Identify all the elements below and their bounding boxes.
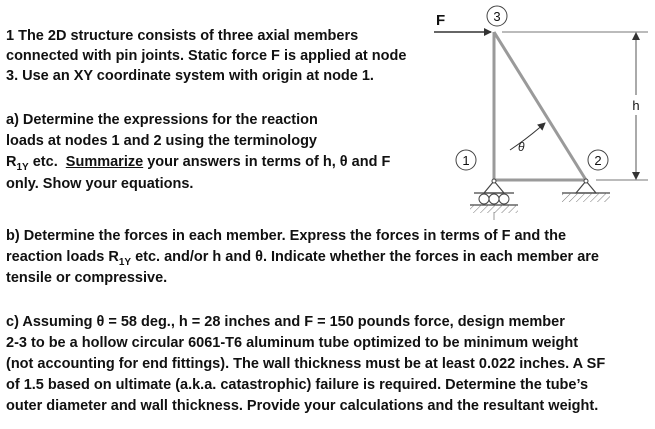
part-a-etc: etc. xyxy=(28,154,66,170)
summarize-word: Summarize xyxy=(65,154,144,170)
height-arrow-bottom xyxy=(632,172,640,180)
angle-arc xyxy=(510,123,545,150)
reaction-symbol: R xyxy=(6,154,17,170)
member-2-3 xyxy=(494,32,586,180)
pin-1 xyxy=(492,179,496,183)
node-2-label: 2 xyxy=(594,153,602,168)
roller-1c xyxy=(499,194,509,204)
part-a-line-3-end: your answers in terms of h, θ and F xyxy=(143,154,391,170)
part-b-line-2-start: reaction loads R xyxy=(6,249,119,265)
angle-label: θ xyxy=(518,140,525,154)
height-arrow-top xyxy=(632,32,640,40)
part-b-line-2-end: etc. and/or h and θ. Indicate whether the forces in each member are xyxy=(131,249,599,265)
part-c-line-3: (not accounting for end fittings). The wall thickness must be at least 0.022 inches. A SF xyxy=(6,356,606,372)
part-c-line-4: of 1.5 based on ultimate (a.k.a. catastrophic) failure is required. Determine the tube’s xyxy=(6,377,589,393)
part-c-line-1: c) Assuming θ = 58 deg., h = 28 inches and F = 150 pounds force, design member xyxy=(6,314,565,330)
ground-hatch-1 xyxy=(470,205,518,213)
part-a-line-2: loads at nodes 1 and 2 using the terminology xyxy=(6,133,317,149)
intro-line-3: 3. Use an XY coordinate system with origin at node 1. xyxy=(6,68,374,84)
part-a-line-1: a) Determine the expressions for the reaction xyxy=(6,112,318,128)
ground-hatch-2 xyxy=(562,193,610,202)
pin-2 xyxy=(584,179,588,183)
intro-line-1: 1 The 2D structure consists of three axial members xyxy=(6,28,359,44)
part-c-line-5: outer diameter and wall thickness. Provide your calculations and the resultant weight. xyxy=(6,398,599,414)
height-label: h xyxy=(632,98,640,113)
part-b-subscript: 1Y xyxy=(118,256,132,268)
force-label: F xyxy=(436,12,446,29)
part-c-line-2: 2-3 to be a hollow circular 6061-T6 aluminum tube optimized to be minimum weight xyxy=(6,335,579,351)
intro-line-2: connected with pin joints. Static force F is applied at node xyxy=(6,48,407,64)
part-b-line-1: b) Determine the forces in each member. Express the forces in terms of F and the xyxy=(6,228,567,244)
part-b-line-3: tensile or compressive. xyxy=(6,270,168,286)
node-1-label: 1 xyxy=(462,153,470,168)
roller-1a xyxy=(479,194,489,204)
part-a-line-4: only. Show your equations. xyxy=(6,176,194,192)
reaction-subscript: 1Y xyxy=(16,161,29,173)
roller-1b xyxy=(489,194,499,204)
node-3-label: 3 xyxy=(493,9,501,24)
